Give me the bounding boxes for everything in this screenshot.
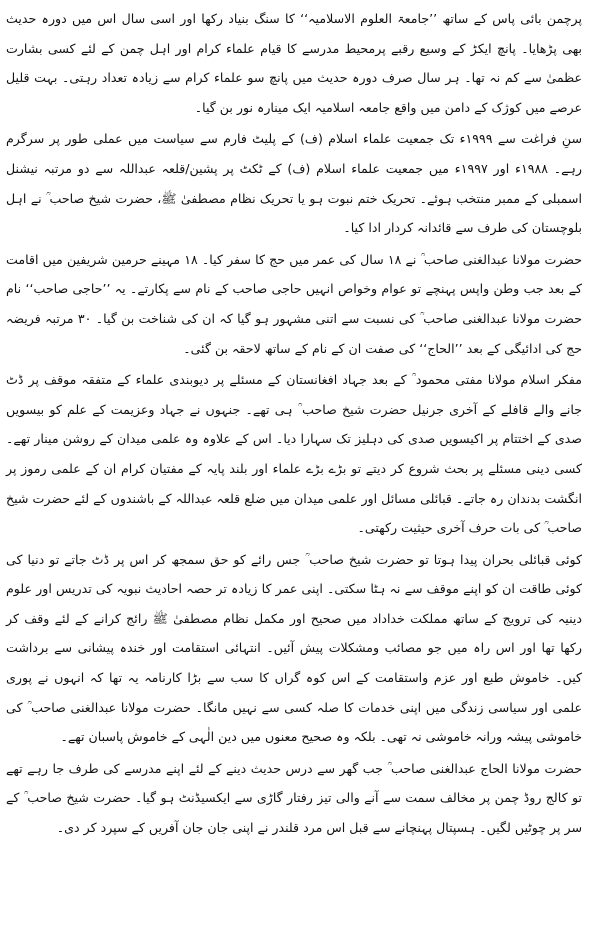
paragraph-steadfastness: کوئی قبائلی بحران پیدا ہوتا تو حضرت شیخ صاحب ؒ جس رائے کو حق سمجھ کر اس پر ڈٹ جاتے تو دنیا کی کوئی طاقت ان کو اپنے موقف سے نہ ہٹا سکتی۔ اپنی عمر کا زیادہ تر حصہ احادیث نبویہ کی تدریس اور علوم دینیہ کی ترویج کے ساتھ مملکت خداداد میں صحیح اور مکمل نظام مصطفیٰ ﷺ رائج کرانے کے لئے وقف کر رکھا تھا اور اس راہ میں جو مصائب ومشکلات پیش آئیں۔ انتہائی استقامت اور خندہ پیشانی سے برداشت کیں۔ خاموش طبع اور عزم واستقامت کے اس کوہ گراں کا سب سے بڑا کارنامہ یہ تھا کہ انہوں نے پوری علمی اور سیاسی زندگی میں اپنی خدمات کا صلہ کسی سے نہیں مانگا۔ حضرت مولانا عبدالغنی صاحب ؒ کی خاموشی پیشہ ورانہ خاموشی نہ تھی۔ بلکہ وہ صحیح معنوں میں دین الٰہی کے خاموش پاسبان تھے۔	[6, 551, 582, 745]
paragraph-accident: حضرت مولانا الحاج عبدالغنی صاحب ؒ جب گھر سے درس حدیث دینے کے لئے اپنے مدرسے کی طرف جا رہے تھے تو کالج روڈ چمن پر مخالف سمت سے آنے والی تیز رفتار گاڑی سے ایکسیڈنٹ ہو گیا۔ حضرت شیخ صاحب ؒ کے سر پر چوٹیں لگیں۔ ہسپتال پہنچانے سے قبل اس مرد قلندر نے اپنی جان جان آفریں کے سپرد کر دی۔	[6, 760, 582, 836]
paragraph-hajj: حضرت مولانا عبدالغنی صاحب ؒ نے ۱۸ سال کی عمر میں حج کا سفر کیا۔ ۱۸ مہینے حرمین شریفین میں اقامت کے بعد جب وطن واپس پہنچے تو عوام وخواص انہیں حاجی صاحب کے نام سے پکارتے۔ یہ ’’حاجی صاحب‘‘ نام حضرت مولانا عبدالغنی صاحب ؒ کی نسبت سے اتنی مشہور ہو گیا کہ ان کی شناخت بن گیا۔ ۳۰ مرتبہ فریضہ حج کی ادائیگی کے بعد ’’الحاج‘‘ کی صفت ان کے نام کے ساتھ لاحقہ بن گئی۔	[6, 251, 582, 356]
paragraph-jamia-foundation: پرچمن بائی پاس کے ساتھ ’’جامعۃ العلوم الاسلامیہ‘‘ کا سنگ بنیاد رکھا اور اسی سال اس میں دورہ حدیث بھی پڑھایا۔ پانچ ایکڑ کے وسیع رقبے پرمحیط مدرسے کا قیام علماء کرام اور اہل چمن کے لئے کسی بشارت عظمیٰ سے کم نہ تھا۔ ہر سال صرف دورہ حدیث میں پانچ سو علماء کرام سے زیادہ تعداد رہتی۔ بہت قلیل عرصے میں کوژک کے دامن میں واقع جامعہ اسلامیہ ایک مینارہ نور بن گیا۔	[6, 11, 582, 115]
paragraph-jihad-afghanistan: مفکر اسلام مولانا مفتی محمود ؒ کے بعد جہاد افغانستان کے مسئلے پر دیوبندی علماء کے متفقہ موقف پر ڈٹ جانے والے قافلے کے آخری جرنیل حضرت شیخ صاحب ؒ ہی تھے۔ جنہوں نے جہاد وعزیمت کے علم کو بیسویں صدی کے اختتام پر اکیسویں صدی کی دہلیز تک سہارا دیا۔ اس کے علاوہ وہ علمی میدان کے روشن مینار تھے۔ کسی دینی مسئلے پر بحث شروع کر دیتے تو بڑے بڑے علماء اور بلند پایہ کے مفتیان کرام ان کے علمی رموز پر انگشت بدندان رہ جاتے۔ قبائلی مسائل اور علمی میدان میں ضلع قلعہ عبداللہ کے باشندوں کے لئے حضرت شیخ صاحب ؒ کی بات حرف آخری حیثیت رکھتی۔	[6, 372, 582, 536]
paragraph-political-career: سنِ فراغت سے ۱۹۹۹ء تک جمعیت علماء اسلام (ف) کے پلیٹ فارم سے سیاست میں عملی طور پر سرگرم رہے۔ ۱۹۸۸ء اور ۱۹۹۷ء میں جمعیت علماء اسلام (ف) کے ٹکٹ پر پشین/قلعہ عبداللہ سے دو مرتبہ نیشنل اسمبلی کے ممبر منتخب ہوئے۔ تحریک ختم نبوت ہو یا تحریک نظام مصطفیٰ ﷺ، حضرت شیخ صاحب ؒ نے اہل بلوچستان کی طرف سے قائدانہ کردار ادا کیا۔	[6, 131, 583, 236]
